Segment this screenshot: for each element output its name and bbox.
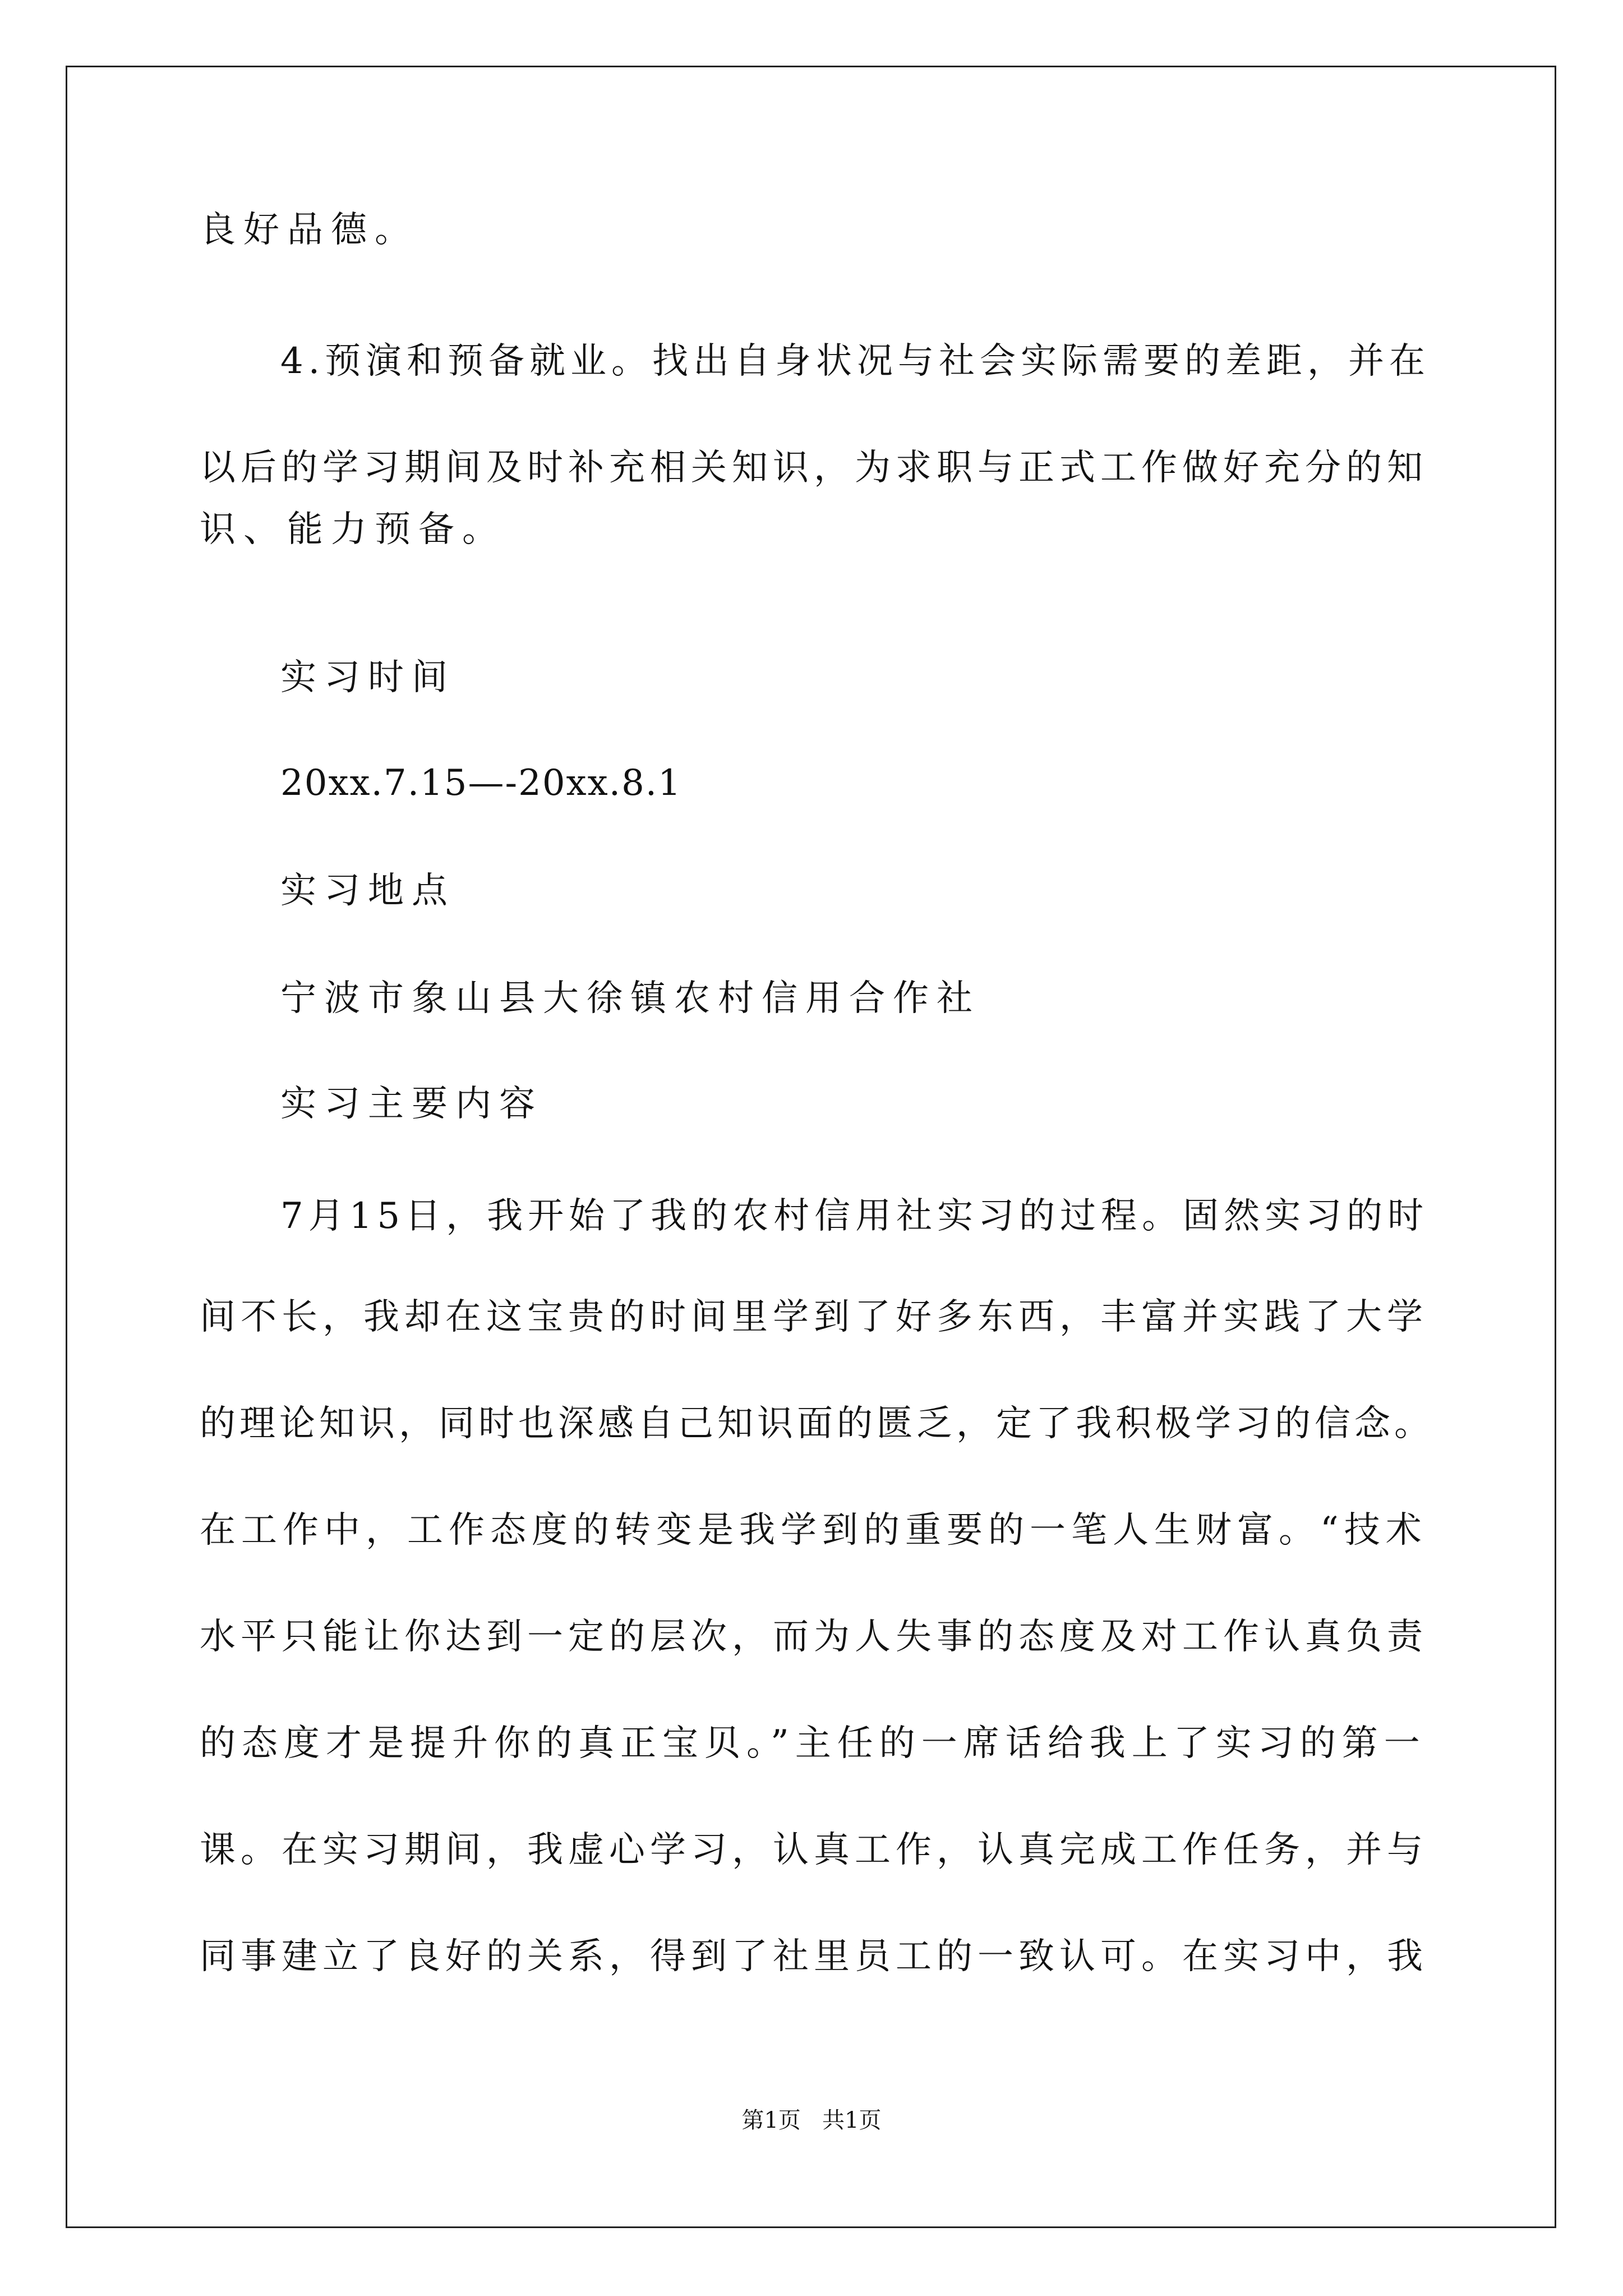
body-line-1: 良好品德。	[200, 209, 418, 251]
section-heading-content: 实习主要内容	[280, 1083, 543, 1125]
section-heading-time: 实习时间	[280, 657, 455, 698]
internship-dates: 20xx.7.15—-20xx.8.1	[280, 762, 682, 804]
page-number-footer: 第1页 共1页	[741, 2108, 882, 2133]
body-line-12: 的理论知识，同时也深感自己知识面的匮乏，定了我积极学习的信念。	[200, 1403, 1434, 1444]
body-line-3: 以后的学习期间及时补充相关知识，为求职与正式工作做好充分的知	[200, 447, 1428, 489]
body-line-13: 在工作中，工作态度的转变是我学到的重要的一笔人生财富。“技术	[200, 1510, 1427, 1551]
internship-location: 宁波市象山县大徐镇农村信用合作社	[280, 978, 980, 1019]
body-line-16: 课。在实习期间，我虚心学习，认真工作，认真完成工作任务，并与	[200, 1829, 1428, 1871]
body-line-4: 识、能力预备。	[200, 509, 506, 550]
body-line-14: 水平只能让你达到一定的层次，而为人失事的态度及对工作认真负责	[200, 1616, 1428, 1658]
page-border	[66, 66, 1556, 2228]
body-line-15: 的态度才是提升你的真正宝贝。”主任的一席话给我上了实习的第一	[200, 1723, 1426, 1764]
body-line-10: 7月15日，我开始了我的农村信用社实习的过程。固然实习的时	[280, 1195, 1429, 1237]
body-line-2: 4.预演和预备就业。找出自身状况与社会实际需要的差距，并在	[280, 341, 1431, 382]
body-line-11: 间不长，我却在这宝贵的时间里学到了好多东西，丰富并实践了大学	[200, 1296, 1428, 1338]
section-heading-location: 实习地点	[280, 870, 455, 912]
body-line-17: 同事建立了良好的关系，得到了社里员工的一致认可。在实习中，我	[200, 1936, 1428, 1977]
